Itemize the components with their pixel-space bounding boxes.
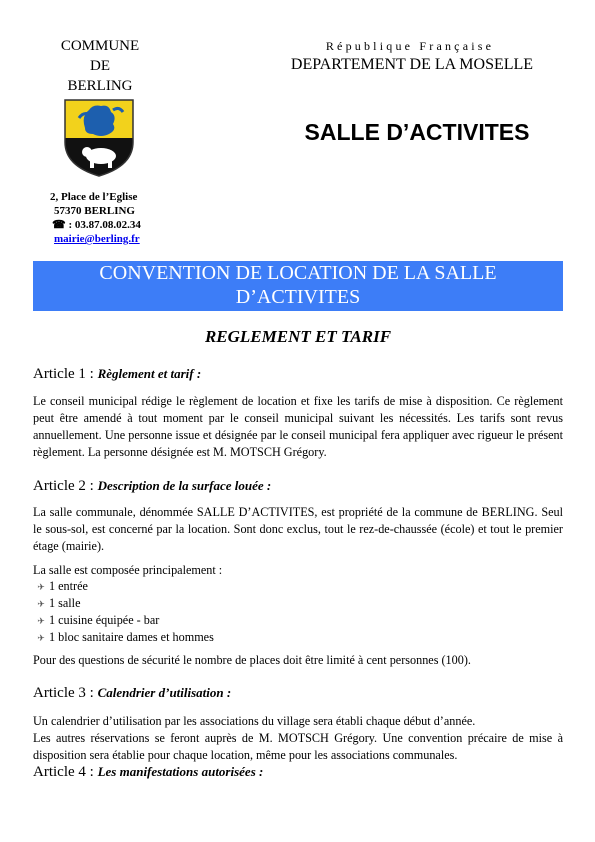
bullet-icon: ✈ <box>37 616 45 626</box>
salle-heading: SALLE D’ACTIVITES <box>304 119 530 145</box>
commune-name <box>40 36 160 96</box>
article-title: Calendrier d’utilisation : <box>97 685 232 700</box>
article-label: Article 1 : <box>33 366 94 382</box>
title-line: D’ACTIVITES <box>235 286 361 308</box>
republique-francaise: République Française <box>325 39 495 53</box>
article-label: Article 2 : <box>33 478 94 494</box>
article-2-heading <box>33 478 271 495</box>
list-intro: La salle est composée principalement : <box>33 563 223 577</box>
article-2-text: La salle communale, dénommée SALLE D’ACTIVITES, est propriété de la commune de BERLING. Seul le sous-sol, est concerné par la location. Sont donc exclus, tout le rez-de-chaussée (école) et tout le premier étage (mairie). <box>33 505 563 553</box>
town-hall-address <box>50 190 141 246</box>
bullet-icon: ✈ <box>37 582 45 592</box>
article-title: Règlement et tarif : <box>97 366 202 381</box>
departement-label: DEPARTEMENT DE LA MOSELLE <box>290 56 534 73</box>
article-1-text: Le conseil municipal rédige le règlement de location et fixe les tarifs de mise à disposition. Ce règlement peut être amendé à tout moment par le conseil municipal suivant les nécessités. Les tarifs sont revus annuellement. Une personne issue et désignée par le conseil municipal fera appliquer avec rigueur le présent règlement. La personne désignée est M. MOTSCH Grégory. <box>33 394 563 459</box>
address-phone: ☎ : 03.87.08.02.34 <box>52 219 141 231</box>
commune-line: COMMUNE <box>60 38 140 54</box>
convention-title-banner <box>33 261 563 311</box>
article-3-heading <box>33 685 231 702</box>
email-link[interactable]: mairie@berling.fr <box>54 233 140 245</box>
commune-line: BERLING <box>67 78 133 94</box>
article-title: Description de la surface louée : <box>97 478 272 493</box>
article-4-heading <box>33 764 263 781</box>
commune-line: DE <box>90 58 110 74</box>
article-3-text: Les autres réservations se feront auprès de M. MOTSCH Grégory. Une convention précaire de mise à disposition sera établie pour chaque location, même pour les associations communales. <box>33 731 563 762</box>
subtitle: REGLEMENT ET TARIF <box>204 327 392 346</box>
article-label: Article 3 : <box>33 685 94 701</box>
article-title: Les manifestations autorisées : <box>97 764 264 779</box>
article-1-heading <box>33 366 201 383</box>
list-item: ✈ 1 salle <box>33 595 214 612</box>
room-composition-list <box>33 578 214 646</box>
list-item: ✈ 1 cuisine équipée - bar <box>33 612 214 629</box>
article-3-line: Un calendrier d’utilisation par les associations du village sera établi chaque début d’année. <box>33 714 476 728</box>
address-street: 2, Place de l’Eglise <box>50 191 138 203</box>
address-city: 57370 BERLING <box>54 205 135 217</box>
list-item: ✈ 1 bloc sanitaire dames et hommes <box>33 629 214 646</box>
title-line: CONVENTION DE LOCATION DE LA SALLE <box>99 262 497 284</box>
bullet-icon: ✈ <box>37 599 45 609</box>
list-item: ✈ 1 entrée <box>33 578 214 595</box>
bullet-icon: ✈ <box>37 633 45 643</box>
capacity-note: Pour des questions de sécurité le nombre de places doit être limité à cent personnes (100). <box>33 653 471 667</box>
article-label: Article 4 : <box>33 764 94 780</box>
coat-of-arms-icon <box>63 98 135 178</box>
